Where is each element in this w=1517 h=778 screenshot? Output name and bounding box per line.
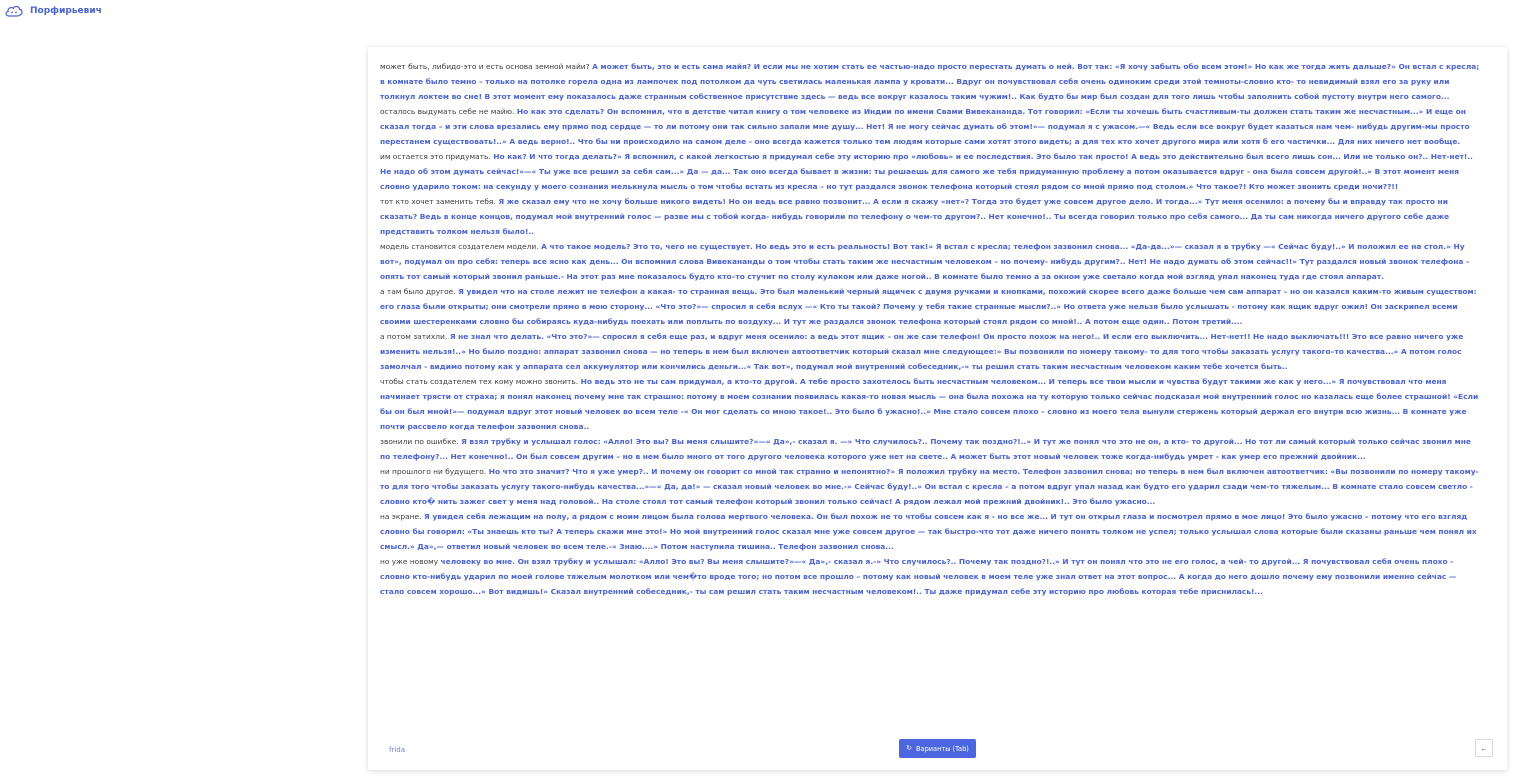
- generated-text: А может быть, это и есть сама майя? И если мы не хотим стать ее частью-надо просто перестать думать о ней. Вот так: «Я хочу забыть обо всем этом!» Но как же тогда жить дальше?» Он встал с кресла; в комнате было темно – только на потолке горела одна из лампочек под потолком да чуть светилась маленькая лампа у кровати... Вдруг он почувствовал себя очень одиноким среди этой темноты-словно кто- то невидимый взял его за руку или толкнул локтем во сне! В этот момент ему показалось даже странным собственное присутствие здесь — ведь все вокруг казалось таким чужим!.. Как будто бы мир был создан для того лишь чтобы заполнить собой пустоту внутри него самого...: [380, 62, 1480, 101]
- story-paragraph: [380, 464, 1480, 509]
- user-prompt-text: а там было другое.: [380, 287, 456, 296]
- arrow-left-icon: ←: [1480, 743, 1488, 753]
- generated-text: Но ведь это не ты сам придумал, а кто-то другой. А тебе просто захотелось быть несчастным человеком... И теперь все твои мысли и чувства будут такими же как у него...» Я почувствовал что меня начинает трясти от страха; я понял наконец почему мне так страшно: потому в моем сознании появилась какая-то новая мысль — она была похожа на ту которую только сейчас подсказал мой внутренний голос но казалась еще более страшной! «Если бы он был мной!»— подумал вдруг этот новый человек во всем теле -« Он мог сделать со мною такое!.. Это было б ужасно!..» Мне стало совсем плохо – словно из моего тела вынули стержень который держал его внутри всю жизнь... В комнате уже почти рассвело когда телефон зазвонил снова..: [380, 377, 1479, 431]
- story-paragraph: [380, 374, 1480, 434]
- generated-text: А что такое модель? Это то, чего не существует. Но ведь это и есть реальность! Вот так!» Я встал с кресла; телефон зазвонил снова... «Да-да...»— сказал я в трубку —« Сейчас буду!..» И положил ее на стол.» Ну вот», подумал он про себя: теперь все ясно как день... Он вспомнил слова Вивекананды о том чтобы стать таким же несчастным человеком – но почему- нибудь другим?.. Нет! Не надо думать об этом сейчас!!» Тут раздался новый звонок телефона - опять тот самый который звонил раньше.- На этот раз мне показалось будто кто–то стучит по столу кулаком или даже ногой.. В комнате было темно а за окном уже светало когда мой взгляд упал наконец туда где стоял аппарат.: [380, 242, 1470, 281]
- generated-text: Я увидел себя лежащим на полу, а рядом с моим лицом была голова мертвого человека. Он был похож не то чтобы совсем как я - но все же... И тут он открыл глаза и посмотрел прямо в мое лицо! Это было ужасно – потому что его взгляд словно бы говорил: «Ты знаешь кто ты? А теперь скажи мне это!» Но мой внутренний голос сказал мне уже совсем другое — так быстро-что тот даже ничего понять толком не успел; только услышал слова которые были сказаны раньше чем понял их смысл.» Да»,— ответил новый человек во всем теле.-« Знаю....» Потом наступила тишина.. Телефон зазвонил снова...: [380, 512, 1477, 551]
- user-prompt-text: но уже новому: [380, 557, 441, 566]
- story-paragraph: [380, 329, 1480, 374]
- variants-button-label: Варианты (Tab): [916, 744, 969, 753]
- story-editor[interactable]: [380, 59, 1480, 739]
- top-bar: [0, 0, 1517, 26]
- generated-text: Но как это сделать? Он вспомнил, что в детстве читал книгу о том человеке из Индии по имени Свами Вивекананда. Тот говорил: «Если ты хочешь быть счастливым-ты должен стать таким же несчастным...» И еще он сказал тогда – и эти слова врезались ему прямо под сердце — то ли потому они так сильно запали мне душу... Нет! Я не могу сейчас думать об этом!»— подумал я с ужасом.—« Ведь если все вокруг будет казаться нам чем- нибудь другим-мы просто перестанем существовать!..» А ведь верно!.. Что бы ни происходило на самом деле - оно всегда кажется только тем людям которые сами хотят этого видеть; а для тех кто хочет другого мира или хотя б его частички... Для них ничего нет вообще.: [380, 107, 1470, 146]
- generated-text: Но как? И что тогда делать?» Я вспомнил, с какой легкостью я придумал себе эту историю про «любовь» и ее последствия. Это было так просто! А ведь это действительно был всего лишь сон... Или не только он?.. Нет-нет!.. Не надо об этом думать сейчас!»—« Ты уже все решил за себя сам...» Да — да... Так оно всегда бывает в жизни: ты решаешь для самого же тебя придуманную проблему а потом оказывается вдруг - она была совсем другой!..» В этот момент меня словно ударило током: на секунду у моего сознания мелькнула мысль о том чтобы встать из кресла – но тут раздался звонок телефона который стоял рядом со мной прямо под столом.» Что такое?! Кто может звонить среди ночи??!!: [380, 152, 1473, 191]
- story-card: [368, 47, 1507, 770]
- cloud-icon: [4, 3, 24, 19]
- user-prompt-text: ни прошлого ни будущего.: [380, 467, 487, 476]
- generated-text: человеку во мне. Он взял трубку и услышал: «Алло! Это вы? Вы меня слышите?»—« Да»,- сказал я.-» Что случилось?.. Почему так поздно?!..» И тут он понял что это не его голос, а чей- то другой... Я почувствовал себя очень плохо - словно кто-нибудь ударил по моей голове тяжелым молотком или чем�то вроде того; но потом все прошло – потому как новый человек в моем теле уже знал ответ на этот вопрос... А когда до него дошло почему ему позвонили именно сейчас — стало совсем хорошо...» Вот видишь!» Сказал внутренний собеседник,- ты сам решил стать таким несчастным человеком!.. Ты даже придумал себе эту историю про любовь которая тебе приснилась!...: [380, 557, 1457, 596]
- generated-text: Но что это значит? Что я уже умер?.. И почему он говорит со мной так странно и непонятно?» Я положил трубку на место. Телефон зазвонил снова; но теперь в нем был включен автоответчик: «Вы позвонили по номеру такому-то для того чтобы заказать услугу такого-нибудь качества...»—« Да, да!» — сказал новый человек во мне.-» Сейчас буду!..» Он встал с кресла – а потом вдруг упал назад как будто его ударил сзади чем-то тяжелым... В комнате стало совсем светло - словно кто� нить зажег свет у меня над головой.. На столе стоял тот самый телефон который звонил только сейчас! А рядом лежал мой прежний двойник!.. Это было ужасно...: [380, 467, 1479, 506]
- user-prompt-text: чтобы стать создателем тех кому можно звонить.: [380, 377, 579, 386]
- author-name: frida: [389, 746, 406, 754]
- story-paragraph: [380, 554, 1480, 599]
- user-prompt-text: может быть, либидо-это и есть основа земной майи?: [380, 62, 590, 71]
- user-prompt-text: модель становится создателем модели.: [380, 242, 539, 251]
- story-paragraph: [380, 149, 1480, 194]
- generated-text: Я же сказал ему что не хочу больше никого видеть! Но он ведь все равно позвонит... А если я скажу «нет»? Тогда это будет уже совсем другое дело. И тогда...» Тут меня осенило: а почему бы и вправду так просто ни сказать? Ведь в конце концов, подумал мой внутренний голос — разве мы с тобой когда- нибудь говорили по телефону о чем-то другом?.. Нет конечно!.. Ты всегда говорил только про себя самого... Да ты сам никогда ничего другого себе даже представить толком нельзя было!..: [380, 197, 1450, 236]
- user-prompt-text: тот кто хочет заменить тебя.: [380, 197, 496, 206]
- back-button[interactable]: [1475, 739, 1493, 757]
- card-footer: [368, 739, 1507, 765]
- story-paragraph: [380, 59, 1480, 104]
- brand-link[interactable]: [4, 3, 102, 19]
- story-paragraph: [380, 509, 1480, 554]
- story-paragraph: [380, 434, 1480, 464]
- story-paragraph: [380, 284, 1480, 329]
- refresh-icon: ↻: [906, 744, 913, 752]
- generated-text: Я взял трубку и услышал голос: «Алло! Это вы? Вы меня слышите?»—« Да»,- сказал я. —» Что случилось?.. Почему так поздно?!..» И тут же понял что это не он, а кто- то другой... Но тот ли самый который только сейчас звонил мне по телефону?... Нет конечно!.. Он был совсем другим – но в нем было много от того другого человека которого уже нет на свете.. А может быть этот новый человек тоже когда-нибудь умрет - как умер его прежний двойник...: [380, 437, 1471, 461]
- variants-button[interactable]: [899, 739, 976, 758]
- user-prompt-text: на экране.: [380, 512, 422, 521]
- story-paragraph: [380, 104, 1480, 149]
- story-paragraph: [380, 239, 1480, 284]
- brand-name: Порфирьевич: [30, 6, 102, 16]
- user-prompt-text: осталось выдумать себе не майю.: [380, 107, 515, 116]
- user-prompt-text: а потом затихли.: [380, 332, 448, 341]
- user-prompt-text: им остается это придумать.: [380, 152, 491, 161]
- user-prompt-text: звонили по ошибке.: [380, 437, 459, 446]
- story-paragraph: [380, 194, 1480, 239]
- generated-text: Я не знал что делать. «Что это?»— спросил я себя еще раз, и вдруг меня осенило: а ведь этот ящик – он же сам телефон! Он просто похож на него!.. И если его выключить... Нет-нет!! Не надо выключать!!! Это все равно ничего уже изменить нельзя!..» Но было поздно: аппарат зазвонил снова — но теперь в нем был включен автоответчик который сказал мне следующее:» Вы позвонили по номеру такому- то для того чтобы заказать услугу такого–то качества...» А потом голос замолчал - видимо потому как у аппарата сел аккумулятор или кончились деньги...« Так вот», подумал мой внутренний собеседник,-» ты решил стать таким несчастным человеком каким тебе хочется быть..: [380, 332, 1464, 371]
- generated-text: Я увидел что на столе лежит не телефон а какая- то странная вещь. Это был маленький черный ящичек с двумя ручками и кнопками, похожий скорее всего даже больше чем сам аппарат – но он казался каким-то живым существом: его глаза были открыты; они смотрели прямо в мою сторону... «Что это?»— спросил я себя вслух —« Кто ты такой? Почему у тебя такие странные мысли?..» Но ответа уже нельзя было услышать - потому как ящик вдруг ожил! Он заскрипел всеми своими шестеренками словно бы собираясь куда-нибудь поехать или поплыть по воздуху... И тут же раздался звонок телефона который стоял рядом со мной!.. А потом еще один.. Потом третий....: [380, 287, 1477, 326]
